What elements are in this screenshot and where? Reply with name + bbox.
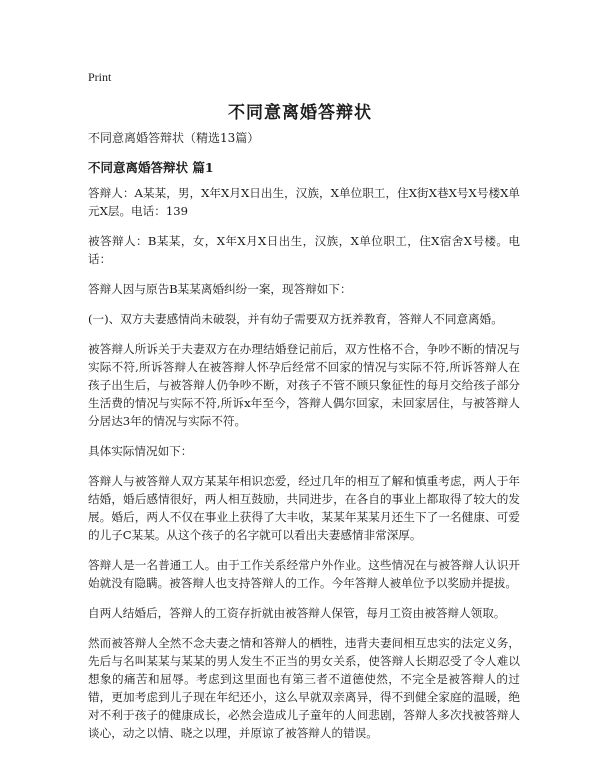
paragraph-respondent: 答辩人：A某某，男，X年X月X日出生，汉族，X单位职工，住X街X巷X号X号楼X单元X层。电话：139	[88, 186, 520, 218]
paragraph-infidelity: 然而被答辩人全然不念夫妻之情和答辩人的栖牲，违背夫妻间相互忠实的法定义务，先后与名叫某某与某某的男人发生不正当的男女关系，使答辩人长期忍受了令人难以想象的痛苦和屈辱。考虑到这里面也有第三者不道德使然，不完全是被答辩人的过错，更加考虑到儿子现在年纪还小，这么早就双亲离异，得不到健全家庭的温暖，绝对不利于孩子的健康成长，必然会造成儿子童年的人间悲剧，答辩人多次找被答辩人谈心，动之以情、晓之以理，并原谅了被答辩人的错误。	[88, 636, 520, 740]
paragraph-intro: 答辩人因与原告B某某离婚纠纷一案，现答辩如下：	[88, 282, 352, 296]
paragraph-opposing-party: 被答辩人：B某某，女，X年X月X日出生，汉族，X单位职工，住X宿舍X号楼。电话：	[88, 234, 520, 266]
paragraph-work: 答辩人是一名普通工人。由于工作关系经常户外作业。这些情况在与被答辩人认识开始就没有隐瞒。被答辩人也支持答辩人的工作。今年答辩人被单位予以奖励并提拔。	[88, 558, 520, 590]
paragraph-salary: 自两人结婚后，答辩人的工资存折就由被答辩人保管，每月工资由被答辩人领取。	[88, 606, 506, 620]
section-heading: 不同意离婚答辩状 篇1	[88, 160, 214, 175]
document-subtitle: 不同意离婚答辩状（精选13篇）	[88, 131, 260, 145]
paragraph-point-one: (一)、双方夫妻感情尚未破裂，并有幼子需要双方抚养教育，答辩人不同意离婚。	[88, 312, 503, 326]
paragraph-marriage-history: 答辩人与被答辩人双方某某年相识恋爱，经过几年的相互了解和慎重考虑，两人于年结婚，婚后感情很好，两人相互鼓励，共同进步，在各自的事业上都取得了较大的发展。婚后，两人不仅在事业上获得了大丰收，某某年某某月还生下了一名健康、可爱的儿子C某某。从这个孩子的名字就可以看出夫妻感情非常深厚。	[88, 474, 520, 542]
paragraph-rebuttal: 被答辩人所诉关于夫妻双方在办理结婚登记前后，双方性格不合，争吵不断的情况与实际不符,所诉答辩人在被答辩人怀孕后经常不回家的情况与实际不符,所诉答辩人在孩子出生后，与被答辩人仍争吵不断，对孩子不管不顾只象征性的每月交给孩子部分生活费的情况与实际不符,所诉x年至今，答辩人偶尔回家，未回家居住，与被答辩人分居达3年的情况与实际不符。	[88, 342, 520, 428]
paragraph-facts-heading: 具体实际情况如下：	[88, 444, 193, 458]
document-body	[88, 128, 520, 754]
print-label: Print	[88, 70, 112, 84]
document-title: 不同意离婚答辩状	[228, 103, 372, 123]
